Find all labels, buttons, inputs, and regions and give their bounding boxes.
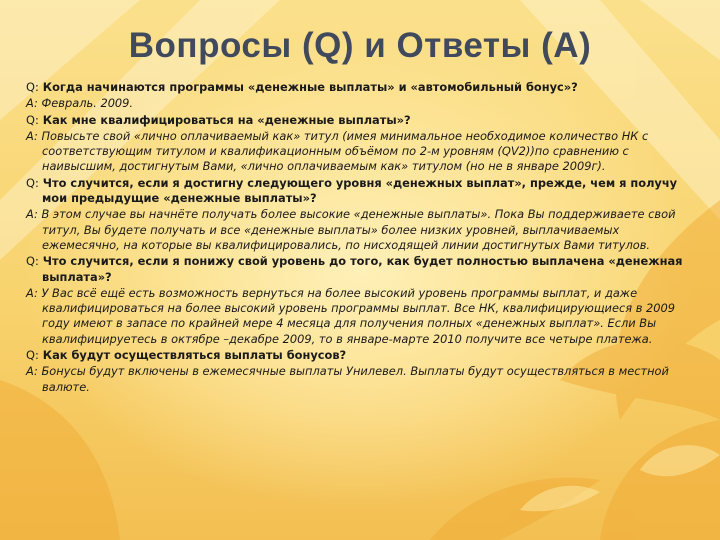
answer-label: A: bbox=[26, 364, 38, 379]
question-text: Как мне квалифицироваться на «денежные выплаты»? bbox=[42, 112, 411, 127]
answer-3 bbox=[26, 207, 698, 253]
answer-text: В этом случае вы начнёте получать более высокие «денежные выплаты». Пока Вы поддерживаете свой титул, Вы будете получать и все «денежные выплаты» более низких уровней, выплачиваемых ежемесячно, на которые вы квалифицировались, по нисходящей линии достигнутых Вами титулов. bbox=[41, 207, 676, 252]
question-2 bbox=[26, 113, 698, 128]
answer-text: Бонусы будут включены в ежемесячные выплаты Унилевел. Выплаты будут осуществляться в местной валюте. bbox=[41, 364, 669, 394]
answer-label: A: bbox=[26, 96, 38, 111]
question-text: Что случится, если я достигну следующего уровня «денежных выплат», прежде, чем я получу мои предыдущие «денежные выплаты»? bbox=[42, 175, 678, 206]
answer-label: A: bbox=[26, 285, 38, 300]
answer-text: У Вас всё ещё есть возможность вернуться на более высокий уровень программы выплат, и даже квалифицироваться на более высокий уровень программы выплат. Все НК, квалифицирующиеся в 2009 году имеют в запасе по крайней мере 4 месяца для получения полных «денежных выплат». Если Вы квалифицируетесь в октябре –декабре 2009, то в январе-марте 2010 получите все четыре платежа. bbox=[41, 285, 676, 346]
question-1 bbox=[26, 80, 698, 95]
answer-label: A: bbox=[26, 207, 38, 222]
question-label: Q: bbox=[26, 348, 39, 363]
question-text: Что случится, если я понижу свой уровень до того, как будет полностью выплачена «денежная выплата»? bbox=[42, 254, 683, 284]
question-label: Q: bbox=[26, 175, 39, 190]
question-4 bbox=[26, 254, 698, 285]
page-title: Вопросы (Q) и Ответы (A) bbox=[128, 26, 592, 65]
question-text: Как будут осуществляться выплаты бонусов? bbox=[42, 348, 347, 363]
answer-label: A: bbox=[26, 128, 38, 143]
question-text: Когда начинаются программы «денежные выплаты» и «автомобильный бонус»? bbox=[42, 80, 578, 94]
answer-text: Повысьте свой «лично оплачиваемый как» титул (имея минимальное необходимое количество НК с соответствующим титулом и квалификационным объёмом по 2-м уровням (QV2))по сравнению с наивысшим, достигнутым Вами, «лично оплачиваемым как» титулом (но не в январе 2009г). bbox=[41, 128, 649, 174]
answer-5 bbox=[26, 364, 698, 395]
question-label: Q: bbox=[26, 80, 39, 94]
qa-list bbox=[26, 80, 698, 396]
question-5 bbox=[26, 348, 698, 363]
question-label: Q: bbox=[26, 112, 39, 127]
answer-text: Февраль. 2009. bbox=[41, 96, 134, 111]
answer-1 bbox=[26, 96, 698, 111]
answer-2 bbox=[26, 129, 698, 175]
answer-4 bbox=[26, 286, 698, 347]
question-3 bbox=[26, 176, 698, 207]
question-label: Q: bbox=[26, 254, 39, 269]
